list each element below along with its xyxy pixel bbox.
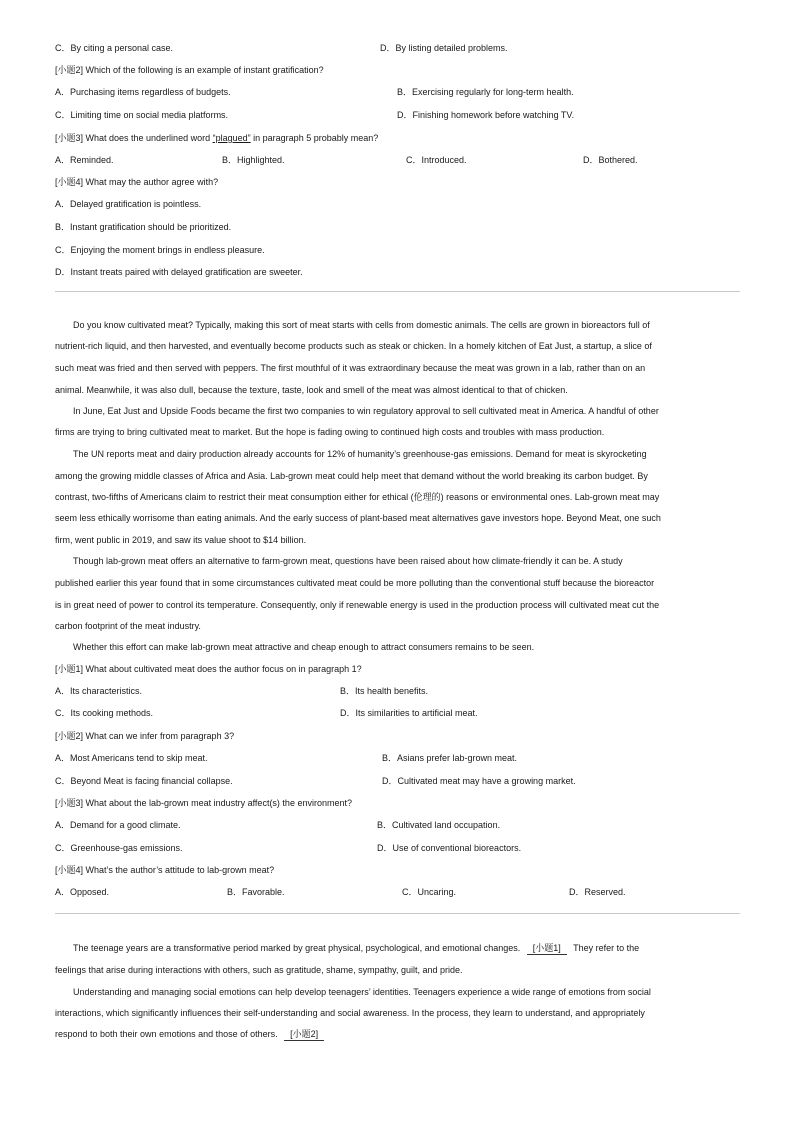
underlined-word: “plagued”: [212, 133, 251, 143]
passage-line: seem less ethically worrisome than eating animals. And the early success of plant-based meat alternatives gave investors hope. Beyond Meat, one such: [55, 513, 661, 523]
passage-line: firm, went public in 2019, and saw its value shoot to $14 billion.: [55, 535, 307, 545]
passage-line: nutrient-rich liquid, and then harvested, and eventually become products such as steak or chicken. In a homely kitchen of Eat Just, a startup, a slice of: [55, 341, 652, 351]
meat-q3-stem: [小题3] What about the lab-grown meat industry affect(s) the environment?: [55, 798, 352, 808]
section-divider: [55, 913, 740, 914]
meat-q4-option-a: A．Opposed.: [55, 887, 110, 897]
passage-line: contrast, two-fifths of Americans claim to restrict their meat consumption either for ethical (伦理的) reasons or environmental ones. Lab-grown meat may: [55, 492, 660, 502]
meat-q3-option-d: D．Use of conventional bioreactors.: [377, 843, 522, 853]
meat-q2-option-a: A．Most Americans tend to skip meat.: [55, 753, 208, 763]
meat-q1-stem: [小题1] What about cultivated meat does the author focus on in paragraph 1?: [55, 664, 362, 674]
prev-q3-stem: [55, 132, 378, 144]
prev-q3-option-c: C．Introduced.: [406, 155, 467, 165]
meat-q4-option-b: B．Favorable.: [227, 887, 285, 897]
prev-q4-option-c: C．Enjoying the moment brings in endless pleasure.: [55, 245, 265, 255]
meat-q3-option-a: A．Demand for a good climate.: [55, 820, 181, 830]
prev-q1-option-d: D．By listing detailed problems.: [380, 43, 508, 53]
prev-q3-option-d: D．Bothered.: [583, 155, 638, 165]
emotions-p2-text: respond to both their own emotions and those of others.: [55, 1029, 278, 1039]
meat-q3-option-c: C．Greenhouse-gas emissions.: [55, 843, 183, 853]
passage-line: Do you know cultivated meat? Typically, making this sort of meat starts with cells from domestic animals. The cells are grown in bioreactors full of: [73, 320, 650, 330]
meat-q1-option-d: D．Its similarities to artificial meat.: [340, 708, 478, 718]
prev-q2-option-d: D．Finishing homework before watching TV.: [397, 110, 575, 120]
answer-blank-2[interactable]: [小题2]: [284, 1028, 324, 1041]
prev-q4-option-d: D．Instant treats paired with delayed gratification are sweeter.: [55, 267, 303, 277]
meat-q2-stem: [小题2] What can we infer from paragraph 3?: [55, 731, 235, 741]
prev-q1-option-c: C．By citing a personal case.: [55, 43, 174, 53]
emotions-line: [73, 942, 639, 955]
passage-line: In June, Eat Just and Upside Foods became the first two companies to win regulatory approval to sell cultivated meat in America. A handful of other: [73, 406, 659, 416]
prev-q3-option-a: A．Reminded.: [55, 155, 114, 165]
prev-q3-stem-pre: [小题3] What does the underlined word: [55, 133, 211, 143]
passage-line: The UN reports meat and dairy production already accounts for 12% of humanity’s greenhouse-gas emissions. Demand for meat is skyrocketing: [73, 449, 647, 459]
passage-line: published earlier this year found that in some circumstances cultivated meat could be more polluting than the conventional stuff because the bioreactor: [55, 578, 655, 588]
prev-q4-option-a: A．Delayed gratification is pointless.: [55, 199, 202, 209]
prev-q3-stem-post: in paragraph 5 probably mean?: [253, 133, 379, 143]
prev-q4-option-b: B．Instant gratification should be prioritized.: [55, 222, 232, 232]
emotions-p1-text-cont: They refer to the: [573, 943, 640, 953]
emotions-line: [55, 1028, 328, 1041]
passage-line: among the growing middle classes of Africa and Asia. Lab-grown meat could help meet that demand without the world breaking its carbon budget. By: [55, 471, 648, 481]
emotions-line: Understanding and managing social emotions can help develop teenagers’ identities. Teenagers experience a wide range of emotions from social: [73, 987, 651, 997]
meat-q4-stem: [小题4] What’s the author’s attitude to lab-grown meat?: [55, 865, 275, 875]
prev-q2-stem: [小题2] Which of the following is an example of instant gratification?: [55, 65, 324, 75]
passage-line: Whether this effort can make lab-grown meat attractive and cheap enough to attract consumers remains to be seen.: [73, 642, 535, 652]
passage-line: Though lab-grown meat offers an alternative to farm-grown meat, questions have been raised about how climate-friendly it can be. A study: [73, 556, 623, 566]
emotions-p1-text: The teenage years are a transformative period marked by great physical, psychological, and emotional changes.: [73, 943, 521, 953]
passage-line: such meat was fried and then served with peppers. The first mouthful of it was extraordinary because the meat was grown in a lab, rather than on an: [55, 363, 646, 373]
meat-q1-option-c: C．Its cooking methods.: [55, 708, 154, 718]
emotions-line: interactions, which significantly influences their self-understanding and social awareness. In the process, they learn to understand, and appropriately: [55, 1008, 645, 1018]
meat-q3-option-b: B．Cultivated land occupation.: [377, 820, 501, 830]
prev-q2-option-b: B．Exercising regularly for long-term health.: [397, 87, 574, 97]
passage-line: animal. Meanwhile, it was also dull, because the texture, taste, look and smell of the meat was almost identical to that of chicken.: [55, 385, 568, 395]
meat-q2-option-d: D．Cultivated meat may have a growing market.: [382, 776, 576, 786]
emotions-line: feelings that arise during interactions with others, such as gratitude, shame, sympathy, guilt, and pride.: [55, 965, 463, 975]
meat-q1-option-a: A．Its characteristics.: [55, 686, 143, 696]
meat-q4-option-d: D．Reserved.: [569, 887, 626, 897]
answer-blank-1[interactable]: [小题1]: [527, 942, 567, 955]
prev-q3-option-b: B．Highlighted.: [222, 155, 285, 165]
meat-q2-option-b: B．Asians prefer lab-grown meat.: [382, 753, 518, 763]
section-divider: [55, 291, 740, 292]
passage-line: is in great need of power to control its temperature. Consequently, only if renewable energy is used in the production process will cultivated meat cut the: [55, 600, 660, 610]
meat-q1-option-b: B．Its health benefits.: [340, 686, 429, 696]
meat-q4-option-c: C．Uncaring.: [402, 887, 457, 897]
prev-q2-option-c: C．Limiting time on social media platforms.: [55, 110, 229, 120]
passage-line: carbon footprint of the meat industry.: [55, 621, 201, 631]
prev-q2-option-a: A．Purchasing items regardless of budgets.: [55, 87, 231, 97]
passage-line: firms are trying to bring cultivated meat to market. But the hope is fading owing to continued high costs and troubles with mass production.: [55, 427, 605, 437]
prev-q4-stem: [小题4] What may the author agree with?: [55, 177, 219, 187]
meat-q2-option-c: C．Beyond Meat is facing financial collapse.: [55, 776, 233, 786]
